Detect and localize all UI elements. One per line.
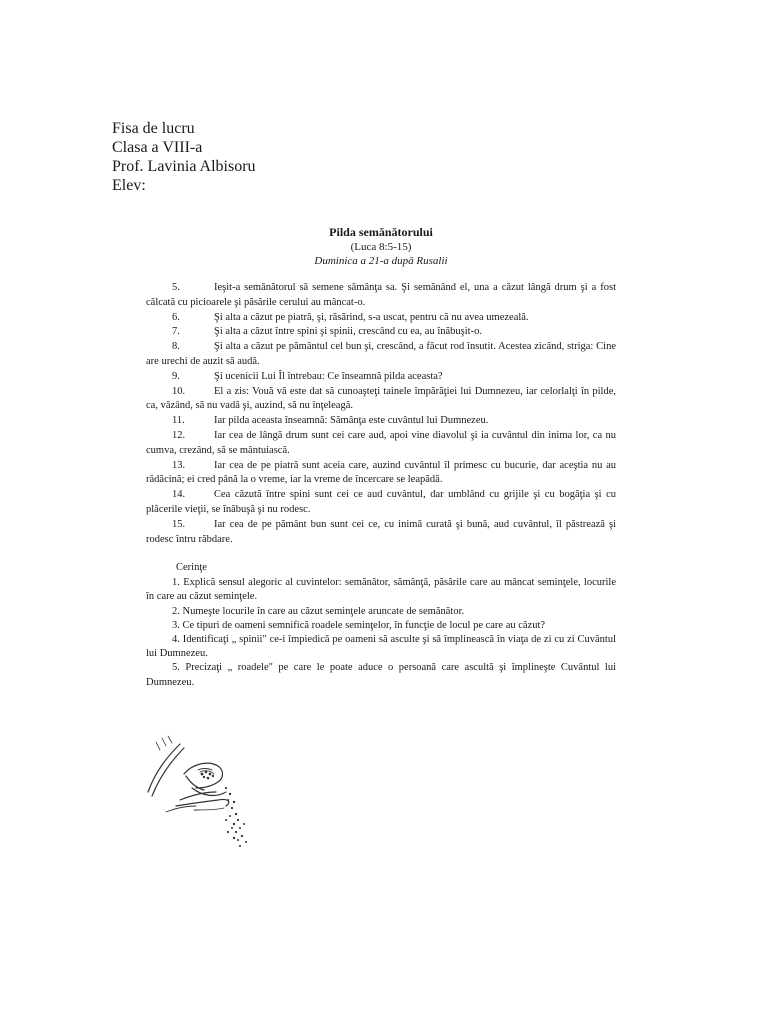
task-item: 2. Numeşte locurile în care au căzut seminţele aruncate de semănător. [172,605,465,617]
verse-number: 15. [172,518,186,530]
verse-text: Şi alta a căzut între spini şi spinii, crescând cu ea, au înăbuşit-o. [214,326,482,338]
verse-number: 13. [172,459,186,471]
verse-number: 11. [172,415,185,427]
tasks-heading: Cerinţe [176,562,207,573]
verse [146,325,616,340]
task-item: 5. Precizaţi „ roadele" pe care le poate aduce o persoană care ascultă şi împlineşte Cuvântul lui Dumnezeu. [146,662,616,688]
verse-number: 10. [172,385,186,397]
verse-text: Iar pilda aceasta înseamnă: Sămânţa este cuvântul lui Dumnezeu. [214,415,489,427]
task-item: 4. Identificaţi „ spinii" ce-i împiedică pe oameni să asculte şi să împlinească în viaţa de zi cu zi Cuvântul lui Dumnezeu. [146,634,616,660]
verse-number: 9. [172,370,180,382]
verse-text: El a zis: Vouă vă este dat să cunoaşteţi tainele împărăţiei lui Dumnezeu, iar celorlalţi în pilde, ca, văzând, să nu vadă şi, auzind, să nu înţeleagă. [146,385,616,412]
verse-number: 7. [172,326,180,338]
document-title: Pilda semănătorului [329,225,433,239]
verse [146,311,616,326]
verse-text: Ieşit-a semănătorul să semene sămânţa sa. Şi semănând el, una a căzut lângă drum şi a fost călcată cu picioarele şi păsările cerului au mâncat-o. [146,282,616,308]
verse [146,429,616,459]
document-subtitle: Duminica a 21-a după Rusalii [314,255,448,267]
verse [146,281,616,311]
verse-text: Cea căzută între spini sunt cei ce aud cuvântul, dar umblând cu grijile şi cu bogăţia şi cu plăcerile vieţii, se înăbuşă şi nu rodesc. [146,489,616,515]
verse-text: Şi ucenicii Lui Îl întrebau: Ce înseamnă pilda aceasta? [214,370,443,382]
task-item: 1. Explică sensul alegoric al cuvintelor: semănător, sămânţă, păsările care au mâncat seminţele, locurile în care au căzut seminţele. [146,577,616,603]
verse-number: 5. [172,282,180,293]
tasks-section [146,561,616,690]
teacher-name: Prof. Lavinia Albisoru [112,158,256,175]
verse [146,518,616,548]
task-item: 3. Ce tipuri de oameni semnifică roadele seminţelor, în funcţie de locul pe care au căzut? [172,619,546,631]
verse [146,340,616,370]
verse-number: 8. [172,341,180,353]
hand-sowing-seeds-icon [146,730,256,850]
verse-number: 14. [172,489,186,501]
verse-text: Iar cea de pe pământ bun sunt cei ce, cu inimă curată şi bună, aud cuvântul, îl păstrează şi rodesc întru răbdare. [146,518,616,545]
verse [146,370,616,385]
class-label: Clasa a VIII-a [112,139,203,156]
verse-text: Şi alta a căzut pe piatră, şi, răsărind, s-a uscat, pentru că nu avea umezeală. [214,311,529,323]
verse-number: 6. [172,311,180,323]
verse [146,488,616,518]
verse [146,385,616,415]
scripture-reference: (Luca 8:5-15) [350,241,412,253]
title-block [146,225,616,268]
verse-text: Iar cea de lângă drum sunt cei care aud, apoi vine diavolul şi ia cuvântul din inima lor, ca nu cumva, crezând, să se mântuiască. [146,429,616,456]
verse [146,414,616,429]
worksheet-type: Fisa de lucru [112,120,195,137]
verse [146,459,616,489]
verse-text: Iar cea de pe piatră sunt aceia care, auzind cuvântul îl primesc cu bucurie, dar aceştia nu au rădăcină; ei cred până la o vreme, iar la vreme de încercare se leapădă. [146,459,616,486]
student-label: Elev: [112,177,146,194]
worksheet-header [112,119,256,195]
verse-text: Şi alta a căzut pe pământul cel bun şi, crescând, a făcut rod însutit. Acestea zicând, striga: Cine are urechi de auzit să audă. [146,341,616,367]
verse-number: 12. [172,429,186,441]
verses-section [146,281,616,547]
